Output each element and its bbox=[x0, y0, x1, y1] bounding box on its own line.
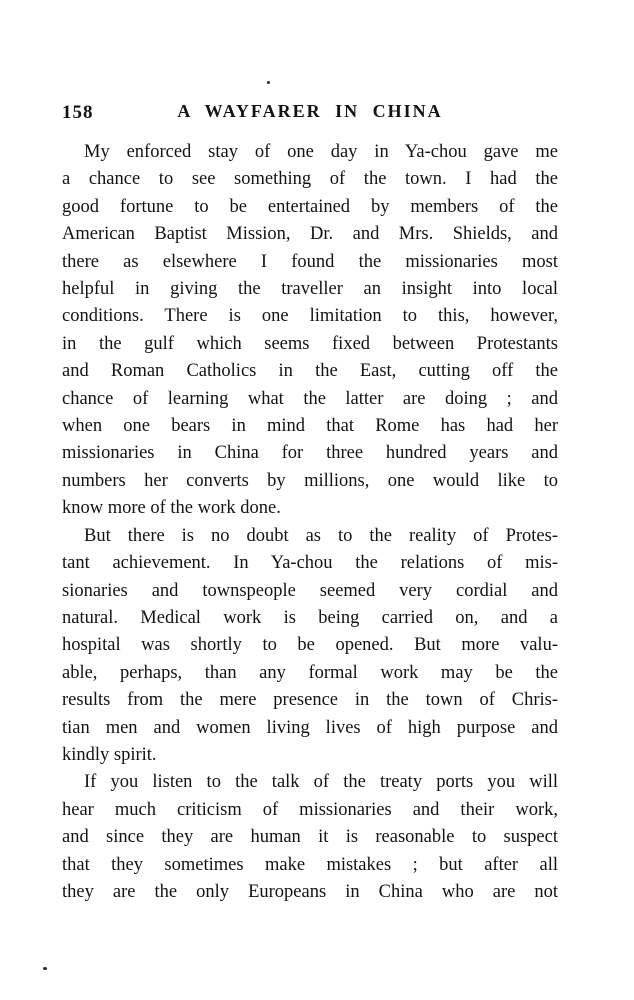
text-line: good fortune to be entertained by members of the bbox=[62, 196, 558, 217]
text-line: If you listen to the talk of the treaty ports you will bbox=[84, 772, 558, 793]
text-line: But there is no doubt as to the reality of Protes- bbox=[84, 525, 558, 546]
text-line: know more of the work done. bbox=[62, 498, 281, 519]
text-line: sionaries and townspeople seemed very cordial and bbox=[62, 580, 558, 601]
text-line: and since they are human it is reasonable to suspect bbox=[62, 827, 558, 848]
paragraph bbox=[62, 139, 558, 523]
text-line: American Baptist Mission, Dr. and Mrs. Shields, and bbox=[62, 224, 558, 245]
page-header bbox=[62, 101, 558, 127]
text-line: that they sometimes make mistakes ; but after all bbox=[62, 854, 558, 875]
text-line: helpful in giving the traveller an insight into local bbox=[62, 279, 558, 300]
running-head: A WAYFARER IN CHINA bbox=[177, 101, 443, 121]
paragraph bbox=[62, 523, 558, 770]
text-line: hear much criticism of missionaries and their work, bbox=[62, 799, 558, 820]
paragraph bbox=[62, 769, 558, 906]
text-line: and Roman Catholics in the East, cutting off the bbox=[62, 361, 558, 382]
text-line: results from the mere presence in the town of Chris- bbox=[62, 690, 558, 711]
ink-speck bbox=[267, 81, 270, 84]
text-line: My enforced stay of one day in Ya-chou gave me bbox=[84, 142, 558, 162]
text-line: a chance to see something of the town. I had the bbox=[62, 169, 558, 190]
text-line: missionaries in China for three hundred years and bbox=[62, 443, 558, 464]
text-line: tian men and women living lives of high purpose and bbox=[62, 717, 558, 738]
text-line: in the gulf which seems fixed between Protestants bbox=[62, 333, 558, 354]
text-line: chance of learning what the latter are doing ; and bbox=[62, 388, 558, 409]
text-line: when one bears in mind that Rome has had her bbox=[62, 416, 558, 437]
ink-speck bbox=[43, 967, 47, 970]
text-line: natural. Medical work is being carried on, and a bbox=[62, 607, 558, 628]
text-line: there as elsewhere I found the missionaries most bbox=[62, 251, 558, 272]
text-block bbox=[62, 101, 558, 906]
page-body bbox=[62, 139, 558, 906]
text-line: hospital was shortly to be opened. But more valu- bbox=[62, 635, 558, 656]
text-line: numbers her converts by millions, one would like to bbox=[62, 470, 558, 491]
page-number: 158 bbox=[62, 102, 94, 123]
text-line: they are the only Europeans in China who are not bbox=[62, 881, 558, 902]
text-line: tant achievement. In Ya-chou the relations of mis- bbox=[62, 553, 558, 574]
text-line: kindly spirit. bbox=[62, 744, 157, 765]
text-line: conditions. There is one limitation to this, however, bbox=[62, 306, 558, 327]
text-line: able, perhaps, than any formal work may be the bbox=[62, 662, 558, 683]
